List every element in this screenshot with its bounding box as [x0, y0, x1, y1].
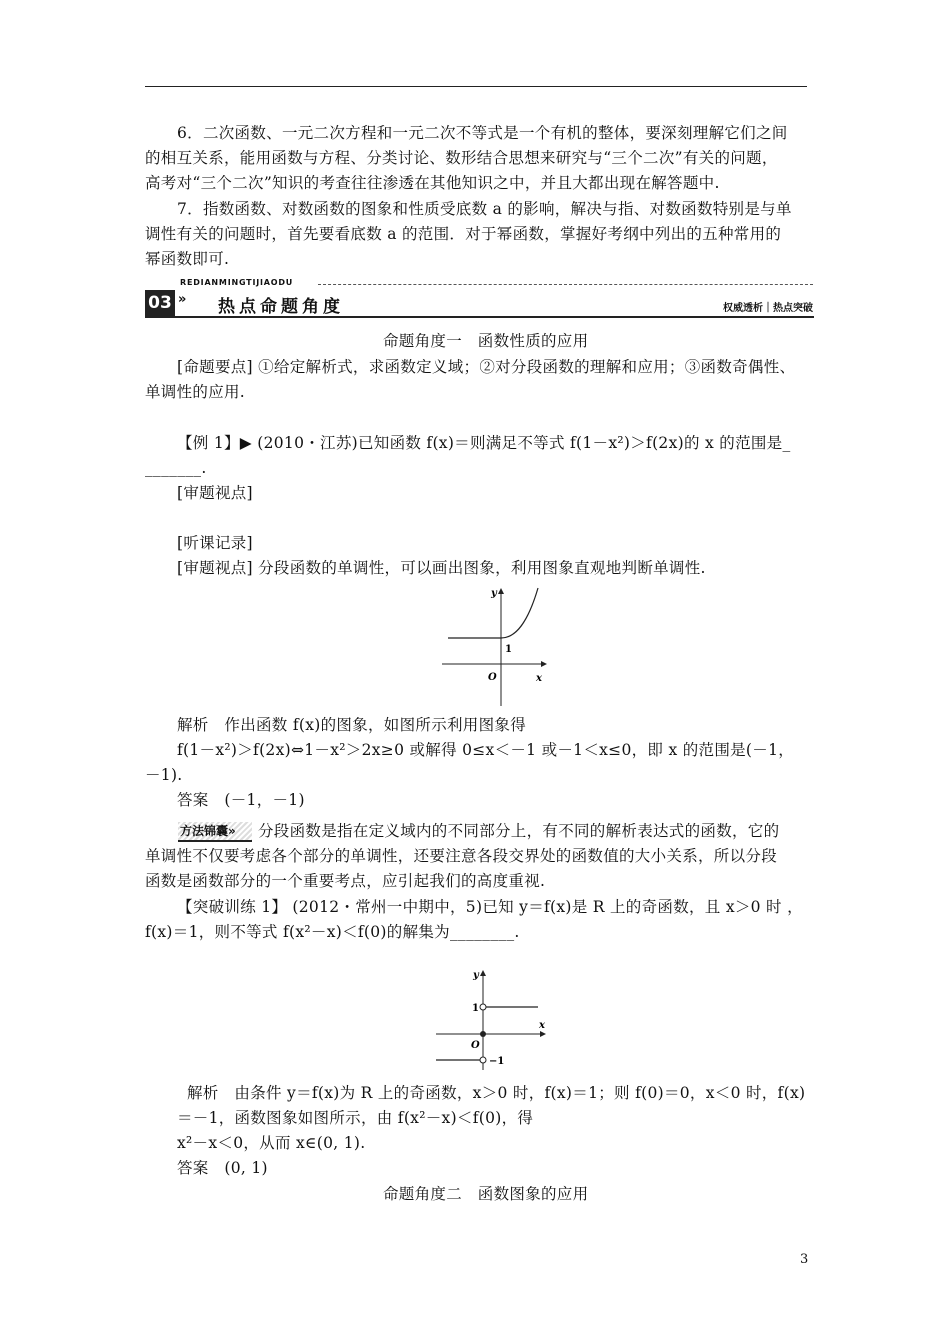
banner-number: 03: [145, 290, 175, 316]
method-line-3: 函数是函数部分的一个重要考点，应引起我们的高度重视.: [145, 872, 546, 890]
graph1-x-arrow-icon: [541, 661, 547, 667]
banner-title: 热点命题角度: [218, 297, 344, 317]
paragraph-7-line-1: 7．指数函数、对数函数的图象和性质受底数 a 的影响，解决与指、对数函数特别是与单: [177, 200, 792, 218]
notes-label: [听课记录]: [177, 534, 253, 552]
graph1-y-arrow-icon: [498, 588, 504, 594]
solution-1-line-1: 解析 作出函数 f(x)的图象，如图所示利用图象得: [177, 716, 527, 734]
graph2-origin-label: O: [471, 1040, 480, 1051]
review-label: [审题视点]: [177, 484, 253, 502]
angle-2-heading: 命题角度二 函数图象的应用: [383, 1185, 589, 1203]
paragraph-6-line-2: 的相互关系，能用函数与方程、分类讨论、数形结合思想来研究与“三个二次”有关的问题，: [145, 149, 778, 167]
answer-2: 答案 (0, 1): [177, 1159, 268, 1177]
paragraph-6-line-1: 6．二次函数、一元二次方程和一元二次不等式是一个有机的整体，要深刻理解它们之间: [177, 124, 788, 142]
banner-dashed-line: [318, 284, 813, 285]
solution-2-line-3: x²－x＜0，从而 x∈(0, 1).: [177, 1134, 366, 1152]
page-number: 3: [800, 1252, 809, 1267]
key-points-line-2: 单调性的应用.: [145, 383, 246, 401]
review-text: [审题视点] 分段函数的单调性，可以画出图象，利用图象直观地判断单调性.: [177, 559, 706, 577]
training-1-line-2: f(x)＝1，则不等式 f(x²－x)＜f(0)的解集为________.: [145, 923, 520, 941]
method-tag-icon: 方法锦囊»: [178, 822, 252, 842]
banner-tagline: 权威透析｜热点突破: [723, 303, 813, 314]
graph2-open-point-upper: [480, 1004, 486, 1010]
key-points-line-1: [命题要点] ①给定解析式，求函数定义域；②对分段函数的理解和应用；③函数奇偶性、: [177, 358, 796, 376]
paragraph-7-line-3: 幂函数即可.: [145, 250, 230, 268]
method-line-2: 单调性不仅要考虑各个部分的单调性，还要注意各段交界处的函数值的大小关系，所以分段: [145, 847, 778, 865]
banner-arrow-icon: »: [178, 292, 187, 307]
graph2-x-label: x: [539, 1020, 545, 1031]
top-rule: [145, 86, 807, 87]
solution-1-line-2: f(1－x²)＞f(2x)⇔1－x²＞2x≥0 或解得 0≤x＜－1 或－1＜x≤0，即 x 的范围是(－1，: [177, 741, 795, 759]
graph2-x-arrow-icon: [540, 1031, 546, 1037]
banner-underline: [145, 316, 814, 318]
paragraph-7-line-2: 调性有关的问题时，首先要看底数 a 的范围．对于幂函数，掌握好考纲中列出的五种常用的: [145, 225, 782, 243]
graph1-one-label: 1: [505, 644, 512, 655]
solution-1-line-3: －1).: [145, 766, 183, 784]
graph2-y-arrow-icon: [480, 970, 486, 976]
solution-2-line-1: 解析 由条件 y＝f(x)为 R 上的奇函数，x＞0 时，f(x)＝1；则 f(0)＝0，x＜0 时，f(x): [187, 1084, 806, 1102]
graph-training-1: [432, 966, 552, 1072]
graph2-closed-point-origin: [480, 1031, 486, 1037]
example-1-line-2: _______.: [145, 459, 207, 477]
graph-example-1: [440, 586, 550, 710]
graph2-y-label: y: [473, 970, 479, 981]
graph2-neg-one-label: −1: [489, 1056, 505, 1067]
graph1-origin-label: O: [488, 672, 497, 683]
angle-1-heading: 命题角度一 函数性质的应用: [383, 332, 589, 350]
paragraph-6-line-3: 高考对“三个二次”知识的考查往往渗透在其他知识之中，并且大都出现在解答题中.: [145, 174, 720, 192]
solution-2-line-2: ＝－1，函数图象如图所示，由 f(x²－x)＜f(0)，得: [177, 1109, 534, 1127]
graph1-x-label: x: [536, 673, 542, 684]
method-line-1: 分段函数是指在定义域内的不同部分上，有不同的解析表达式的函数，它的: [258, 822, 780, 840]
example-1-line-1: 【例 1】▶ (2010・江苏)已知函数 f(x)＝则满足不等式 f(1－x²)＞f(2x)的 x 的范围是_: [177, 434, 791, 452]
banner-pinyin: REDIANMINGTIJIAODU: [180, 278, 294, 287]
graph2-open-point-lower: [480, 1057, 486, 1063]
graph2-one-label: 1: [472, 1003, 479, 1014]
training-1-line-1: 【突破训练 1】 (2012・常州一中期中，5)已知 y＝f(x)是 R 上的奇函数，且 x＞0 时 ，: [177, 898, 803, 916]
graph1-y-label: y: [491, 588, 497, 599]
answer-1: 答案 (－1，－1): [177, 791, 305, 809]
